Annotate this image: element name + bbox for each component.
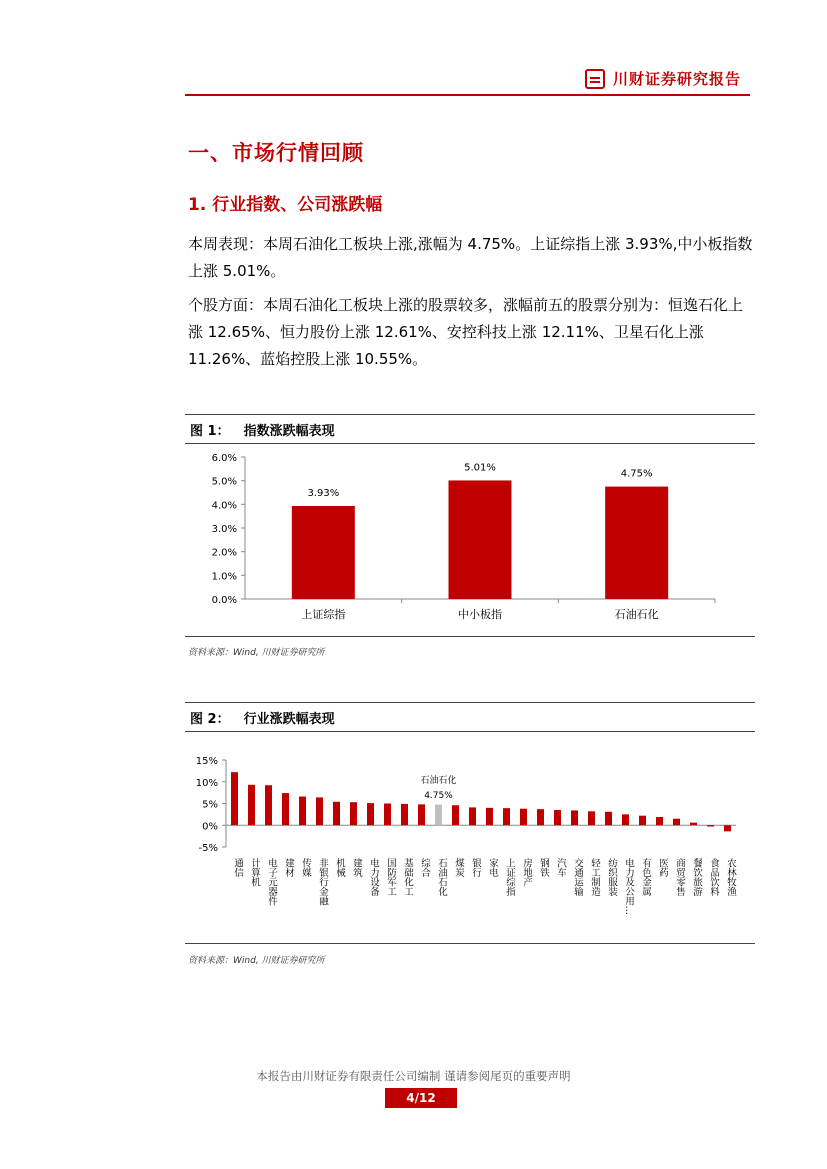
x-tick-label: 石油石化 bbox=[614, 608, 659, 621]
y-tick-label: 10% bbox=[195, 777, 218, 789]
y-tick-label: 2.0% bbox=[211, 547, 237, 559]
x-tick-label: 中小板指 bbox=[458, 608, 502, 621]
bar-17 bbox=[503, 808, 510, 825]
report-header bbox=[585, 68, 741, 89]
page-number: 4/12 bbox=[385, 1088, 457, 1108]
x-tick-label: 家电 bbox=[487, 858, 498, 877]
bar-5 bbox=[299, 797, 306, 826]
bar-10 bbox=[384, 804, 391, 826]
bar-4 bbox=[282, 793, 289, 825]
bar-2 bbox=[449, 480, 512, 599]
footer-disclaimer: 本报告由川财证券有限责任公司编制 谨请参阅尾页的重要声明 bbox=[256, 1069, 571, 1083]
figure-1-bottom-rule bbox=[185, 636, 755, 637]
x-tick-label: 国防军工 bbox=[385, 858, 396, 896]
figure-1-label: 图 1： bbox=[190, 424, 230, 439]
x-tick-label: 有色金属 bbox=[640, 858, 651, 896]
bar-14 bbox=[452, 805, 459, 825]
bar-9 bbox=[367, 803, 374, 825]
x-tick-label: 上证综指 bbox=[504, 858, 515, 896]
annotation-value: 4.75% bbox=[424, 791, 453, 801]
subsection-title: 1. 行业指数、公司涨跌幅 bbox=[188, 195, 383, 215]
header-divider bbox=[185, 94, 750, 96]
x-tick-label: 房地产 bbox=[521, 858, 532, 887]
bar-25 bbox=[639, 816, 646, 826]
paragraph-weekly-performance: 本周表现：本周石油化工板块上涨,涨幅为 4.75%。上证综指上涨 3.93%,中小板指数上涨 5.01%。 bbox=[188, 235, 753, 280]
x-tick-label: 钢铁 bbox=[538, 858, 549, 877]
x-tick-label: 电力及公用… bbox=[623, 858, 634, 915]
bar-15 bbox=[469, 807, 476, 825]
data-label: 5.01% bbox=[464, 462, 496, 474]
x-tick-label: 银行 bbox=[470, 858, 481, 877]
bar-7 bbox=[333, 802, 340, 825]
figure-1-source: 资料来源：Wind, 川财证券研究所 bbox=[188, 648, 325, 658]
x-tick-label: 基础化工 bbox=[402, 858, 413, 896]
x-tick-label: 石油石化 bbox=[436, 858, 447, 896]
x-tick-label: 交通运输 bbox=[572, 858, 583, 896]
x-tick-label: 医药 bbox=[657, 858, 668, 877]
x-tick-label: 传媒 bbox=[300, 858, 311, 877]
bar-3 bbox=[265, 785, 272, 825]
data-label: 3.93% bbox=[307, 487, 340, 499]
x-tick-label: 机械 bbox=[334, 858, 345, 877]
report-header-title: 川财证券研究报告 bbox=[613, 70, 742, 88]
bar-11 bbox=[401, 804, 408, 825]
bar-24 bbox=[622, 814, 629, 825]
bar-22 bbox=[588, 811, 595, 825]
x-tick-label: 电子元器件 bbox=[266, 858, 277, 906]
annotation-name: 石油石化 bbox=[420, 776, 457, 786]
bar-8 bbox=[350, 802, 357, 825]
bar-29 bbox=[707, 825, 714, 826]
x-tick-label: 农林牧渔 bbox=[725, 858, 736, 896]
x-tick-label: 上证综指 bbox=[301, 608, 346, 621]
x-tick-label: 非银行金融 bbox=[317, 858, 328, 906]
bar-28 bbox=[690, 823, 697, 826]
bar-21 bbox=[571, 810, 578, 825]
x-tick-label: 综合 bbox=[419, 858, 430, 877]
y-tick-label: 0.0% bbox=[211, 595, 237, 606]
figure-2-caption: 行业涨跌幅表现 bbox=[243, 712, 335, 727]
section-title: 一、市场行情回顾 bbox=[188, 141, 364, 165]
x-tick-label: 计算机 bbox=[249, 858, 260, 887]
x-tick-label: 建材 bbox=[283, 858, 294, 877]
bar-1 bbox=[292, 506, 355, 599]
bar-2 bbox=[248, 785, 255, 825]
bar-12 bbox=[418, 804, 425, 825]
bar-3 bbox=[605, 487, 668, 599]
x-tick-label: 电力设备 bbox=[368, 858, 379, 896]
x-tick-label: 煤炭 bbox=[453, 858, 464, 877]
bar-16 bbox=[486, 808, 493, 825]
bar-6 bbox=[316, 797, 323, 825]
figure-2-source: 资料来源：Wind, 川财证券研究所 bbox=[188, 956, 325, 966]
y-tick-label: 6.0% bbox=[211, 453, 237, 464]
bar-20 bbox=[554, 810, 561, 825]
index-change-chart bbox=[185, 440, 755, 635]
bar-27 bbox=[673, 819, 680, 826]
x-tick-label: 食品饮料 bbox=[708, 858, 719, 896]
figure-2-label: 图 2： bbox=[190, 712, 230, 727]
x-tick-label: 建筑 bbox=[351, 858, 362, 877]
bar-13 bbox=[435, 805, 442, 826]
data-label: 4.75% bbox=[620, 468, 653, 480]
paragraph-stock-performance: 个股方面：本周石油化工板块上涨的股票较多，涨幅前五的股票分别为：恒逸石化上涨 12.65%、恒力股份上涨 12.61%、安控科技上涨 12.11%、卫星石化上涨 11.26%、蓝焰控股上涨 10.55%。 bbox=[188, 296, 744, 368]
x-tick-label: 纺织服装 bbox=[606, 858, 617, 896]
y-tick-label: 5.0% bbox=[211, 476, 237, 488]
bar-26 bbox=[656, 817, 663, 825]
y-tick-label: 3.0% bbox=[211, 524, 237, 535]
x-tick-label: 汽车 bbox=[555, 858, 566, 877]
brand-logo-icon bbox=[585, 69, 605, 89]
bar-30 bbox=[724, 825, 731, 831]
figure-1-caption: 指数涨跌幅表现 bbox=[243, 424, 335, 439]
y-tick-label: 15% bbox=[195, 756, 218, 767]
bar-23 bbox=[605, 812, 612, 825]
x-tick-label: 轻工制造 bbox=[589, 858, 600, 896]
y-tick-label: 4.0% bbox=[211, 500, 237, 512]
y-tick-label: 1.0% bbox=[211, 571, 237, 583]
bar-1 bbox=[231, 772, 238, 825]
bar-18 bbox=[520, 809, 527, 826]
x-tick-label: 商贸零售 bbox=[674, 858, 685, 896]
figure-2-bottom-rule bbox=[185, 943, 755, 944]
y-tick-label: 0% bbox=[202, 821, 218, 833]
y-tick-label: -5% bbox=[198, 843, 218, 854]
bar-19 bbox=[537, 809, 544, 825]
x-tick-label: 通信 bbox=[232, 858, 243, 877]
industry-change-chart bbox=[185, 728, 755, 940]
x-tick-label: 餐饮旅游 bbox=[691, 858, 702, 896]
y-tick-label: 5% bbox=[202, 799, 218, 811]
